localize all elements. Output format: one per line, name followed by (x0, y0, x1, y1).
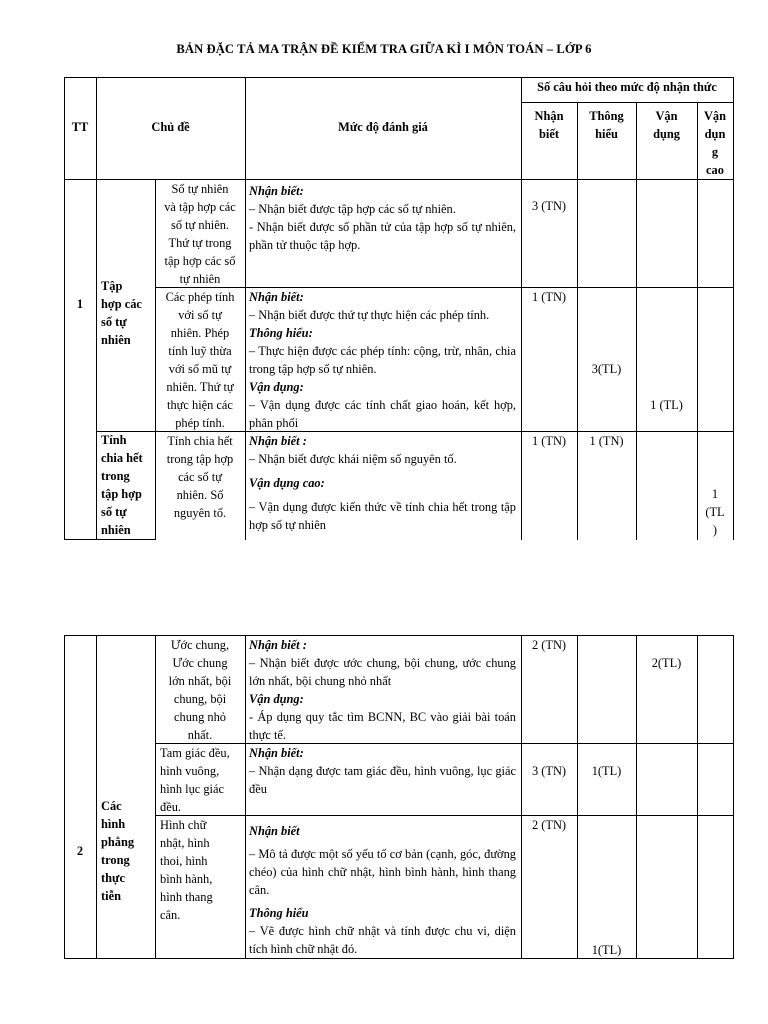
topic-tinh-chia-het: Tính chia hết trong tập hợp số tự nhiên (101, 433, 143, 537)
header-muc-do: Mức độ đánh giá (338, 120, 428, 134)
topic-hinh-phang: Các hình phẳng trong thực tiễn (101, 799, 135, 903)
header-van-dung-cao: Vận dụn g cao (703, 109, 727, 177)
header-chu-de: Chủ đề (151, 120, 190, 134)
content-uoc-chung: Ước chung, Ước chung lớn nhất, bội chung, bội chung nhỏ nhất. (168, 638, 232, 742)
count-vd-row-4: 2(TL) (651, 656, 682, 670)
count-th-row-5: 1(TL) (591, 764, 622, 778)
criteria-row-6: Nhận biết – Mô tả được một số yếu tố cơ bản (cạnh, góc, đường chéo) của hình chữ nhật, hình bình hành, hình thang cân. Thông hiểu – Vẽ được hình chữ nhật và tính được chu vi, diện tích hình chữ nhật đó. (249, 824, 516, 956)
count-nb-row-4: 2 (TN) (531, 638, 567, 652)
header-so-cau: Số câu hỏi theo mức độ nhận thức (537, 80, 717, 94)
tt-2: 2 (76, 844, 84, 858)
criteria-row-5: Nhận biết: – Nhận dạng được tam giác đều, hình vuông, lục giác đều (249, 746, 516, 796)
count-nb-row-5: 3 (TN) (531, 764, 567, 778)
criteria-row-4: Nhận biết : – Nhận biết được ước chung, bội chung, ước chung lớn nhất, bội chung nhỏ nhất Vận dụng: - Áp dụng quy tắc tìm BCNN, BC vào giải bài toán thực tế. (249, 638, 516, 742)
criteria-row-2: Nhận biết: – Nhận biết được thứ tự thực hiện các phép tính. Thông hiểu: – Thực hiện được các phép tính: cộng, trừ, nhân, chia trong tập hợp số tự nhiên. Vận dụng: – Vận dụng được các tính chất giao hoán, kết hợp, phân phối (249, 290, 516, 430)
count-nb-row-3: 1 (TN) (531, 434, 567, 448)
content-phep-tinh: Các phép tính với số tự nhiên. Phép tính luỹ thừa với số mũ tự nhiên. Thứ tự thực hiện các phép tính. (165, 290, 235, 430)
tt-1: 1 (76, 297, 84, 311)
count-th-row-2: 3(TL) (591, 362, 622, 376)
count-th-row-6: 1(TL) (591, 943, 622, 957)
count-nb-row-6: 2 (TN) (531, 818, 567, 832)
content-hinh-chu-nhat: Hình chữ nhật, hình thoi, hình bình hành, hình thang cân. (160, 818, 213, 922)
count-th-row-3: 1 (TN) (589, 434, 624, 448)
count-vdc-row-3: 1 (TL ) (705, 487, 725, 537)
header-nhan-biet: Nhận biết (534, 109, 564, 141)
document-title: BẢN ĐẶC TẢ MA TRẬN ĐỀ KIỂM TRA GIỮA KÌ I MÔN TOÁN – LỚP 6 (176, 42, 592, 56)
header-tt: TT (71, 120, 89, 134)
count-vd-row-2: 1 (TL) (650, 398, 683, 412)
content-so-tu-nhien: Số tự nhiên và tập hợp các số tự nhiên. Thứ tự trong tập hợp các số tự nhiên (164, 182, 236, 286)
topic-tap-hop-so-tu-nhien: Tập hợp các số tự nhiên (101, 279, 142, 347)
count-nb-row-1: 3 (TN) (531, 199, 567, 213)
content-tinh-chia-het: Tính chia hết trong tập hợp các số tự nhiên. Số nguyên tố. (166, 434, 234, 520)
count-nb-row-2: 1 (TN) (531, 290, 567, 304)
criteria-row-3: Nhận biết : – Nhận biết được khái niệm số nguyên tố. Vận dụng cao: – Vận dụng được kiến thức về tính chia hết trong tập hợp số tự nhiên (249, 434, 516, 532)
content-tam-giac-deu: Tam giác đều, hình vuông, hình lục giác đều. (160, 746, 230, 814)
criteria-row-1: Nhận biết: – Nhận biết được tập hợp các số tự nhiên. - Nhận biết được số phần tử của tập hợp số tự nhiên, phần tử thuộc tập hợp. (249, 184, 516, 252)
header-thong-hieu: Thông hiểu (589, 109, 624, 141)
header-van-dung: Vận dụng (653, 109, 680, 141)
